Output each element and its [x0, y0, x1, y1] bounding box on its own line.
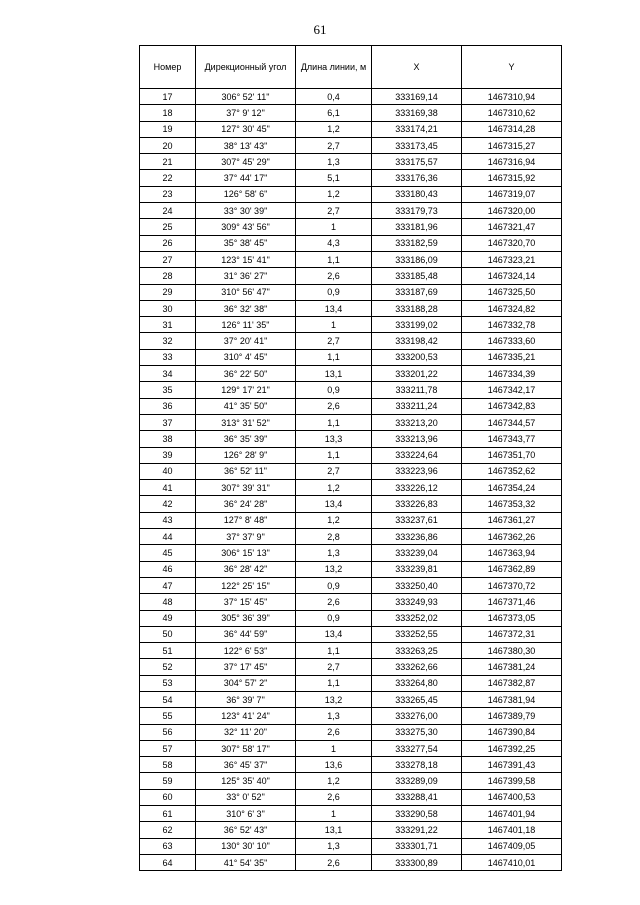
cell-number: 35 — [140, 382, 196, 398]
cell-y: 1467352,62 — [462, 463, 562, 479]
page-number: 61 — [313, 22, 327, 37]
table-row — [140, 251, 562, 267]
table-row — [140, 496, 562, 512]
cell-line-length: 13,2 — [296, 691, 372, 707]
cell-y: 1467324,14 — [462, 268, 562, 284]
cell-bearing-angle: 122° 6' 53" — [196, 643, 296, 659]
cell-y: 1467361,27 — [462, 512, 562, 528]
cell-number: 18 — [140, 105, 196, 121]
table-row — [140, 626, 562, 642]
cell-y: 1467332,78 — [462, 317, 562, 333]
table-row — [140, 105, 562, 121]
cell-bearing-angle: 36° 24' 28" — [196, 496, 296, 512]
cell-bearing-angle: 36° 35' 39" — [196, 431, 296, 447]
cell-x: 333226,12 — [372, 480, 462, 496]
cell-bearing-angle: 307° 58' 17" — [196, 740, 296, 756]
cell-x: 333200,53 — [372, 349, 462, 365]
cell-y: 1467389,79 — [462, 708, 562, 724]
cell-number: 54 — [140, 691, 196, 707]
table-row — [140, 203, 562, 219]
cell-bearing-angle: 127° 8' 48" — [196, 512, 296, 528]
cell-y: 1467310,94 — [462, 89, 562, 105]
cell-number: 31 — [140, 317, 196, 333]
cell-line-length: 2,7 — [296, 659, 372, 675]
cell-y: 1467315,27 — [462, 137, 562, 153]
table-row — [140, 317, 562, 333]
cell-bearing-angle: 36° 52' 43" — [196, 822, 296, 838]
cell-y: 1467362,89 — [462, 561, 562, 577]
cell-x: 333288,41 — [372, 789, 462, 805]
cell-line-length: 2,6 — [296, 268, 372, 284]
table-row — [140, 724, 562, 740]
cell-bearing-angle: 41° 35' 50" — [196, 398, 296, 414]
cell-x: 333264,80 — [372, 675, 462, 691]
cell-line-length: 1 — [296, 317, 372, 333]
cell-line-length: 0,9 — [296, 577, 372, 593]
cell-number: 55 — [140, 708, 196, 724]
cell-number: 34 — [140, 366, 196, 382]
cell-x: 333250,40 — [372, 577, 462, 593]
cell-line-length: 13,1 — [296, 822, 372, 838]
cell-bearing-angle: 37° 44' 17" — [196, 170, 296, 186]
cell-line-length: 1,2 — [296, 186, 372, 202]
cell-y: 1467400,53 — [462, 789, 562, 805]
cell-line-length: 2,6 — [296, 789, 372, 805]
cell-line-length: 1,3 — [296, 154, 372, 170]
table-row — [140, 398, 562, 414]
cell-x: 333249,93 — [372, 594, 462, 610]
cell-number: 41 — [140, 480, 196, 496]
cell-number: 52 — [140, 659, 196, 675]
cell-y: 1467310,62 — [462, 105, 562, 121]
cell-y: 1467316,94 — [462, 154, 562, 170]
cell-y: 1467399,58 — [462, 773, 562, 789]
cell-number: 49 — [140, 610, 196, 626]
cell-number: 45 — [140, 545, 196, 561]
cell-line-length: 0,9 — [296, 382, 372, 398]
cell-bearing-angle: 305° 36' 39" — [196, 610, 296, 626]
cell-bearing-angle: 310° 4' 45" — [196, 349, 296, 365]
table-row — [140, 89, 562, 105]
table-header — [140, 46, 562, 89]
cell-bearing-angle: 41° 54' 35" — [196, 854, 296, 870]
table-row — [140, 757, 562, 773]
cell-line-length: 1,1 — [296, 251, 372, 267]
cell-x: 333186,09 — [372, 251, 462, 267]
table-row — [140, 854, 562, 870]
cell-bearing-angle: 127° 30' 45" — [196, 121, 296, 137]
cell-bearing-angle: 36° 22' 50" — [196, 366, 296, 382]
header-number: Номер — [140, 46, 196, 89]
table-row — [140, 529, 562, 545]
cell-y: 1467401,94 — [462, 806, 562, 822]
cell-line-length: 0,4 — [296, 89, 372, 105]
cell-line-length: 2,7 — [296, 463, 372, 479]
cell-bearing-angle: 36° 28' 42" — [196, 561, 296, 577]
coordinates-table — [139, 45, 562, 871]
cell-line-length: 4,3 — [296, 235, 372, 251]
cell-line-length: 2,8 — [296, 529, 372, 545]
cell-y: 1467320,70 — [462, 235, 562, 251]
table-row — [140, 366, 562, 382]
cell-line-length: 1,1 — [296, 349, 372, 365]
cell-x: 333201,22 — [372, 366, 462, 382]
cell-x: 333198,42 — [372, 333, 462, 349]
cell-line-length: 1 — [296, 219, 372, 235]
cell-y: 1467314,28 — [462, 121, 562, 137]
table-row — [140, 170, 562, 186]
table-row — [140, 349, 562, 365]
cell-line-length: 1,3 — [296, 545, 372, 561]
cell-y: 1467381,24 — [462, 659, 562, 675]
cell-x: 333180,43 — [372, 186, 462, 202]
cell-number: 24 — [140, 203, 196, 219]
cell-bearing-angle: 126° 58' 6" — [196, 186, 296, 202]
table-row — [140, 121, 562, 137]
cell-line-length: 1 — [296, 806, 372, 822]
cell-number: 19 — [140, 121, 196, 137]
header-y: Y — [462, 46, 562, 89]
cell-bearing-angle: 130° 30' 10" — [196, 838, 296, 854]
cell-number: 59 — [140, 773, 196, 789]
cell-line-length: 1 — [296, 740, 372, 756]
cell-number: 29 — [140, 284, 196, 300]
cell-bearing-angle: 306° 52' 11" — [196, 89, 296, 105]
cell-y: 1467372,31 — [462, 626, 562, 642]
table-row — [140, 545, 562, 561]
cell-line-length: 13,4 — [296, 300, 372, 316]
cell-y: 1467401,18 — [462, 822, 562, 838]
cell-line-length: 2,6 — [296, 854, 372, 870]
cell-x: 333185,48 — [372, 268, 462, 284]
cell-number: 28 — [140, 268, 196, 284]
cell-x: 333278,18 — [372, 757, 462, 773]
cell-number: 33 — [140, 349, 196, 365]
cell-bearing-angle: 307° 45' 29" — [196, 154, 296, 170]
cell-line-length: 1,3 — [296, 708, 372, 724]
cell-bearing-angle: 126° 11' 35" — [196, 317, 296, 333]
cell-line-length: 1,1 — [296, 675, 372, 691]
cell-y: 1467335,21 — [462, 349, 562, 365]
cell-bearing-angle: 33° 0' 52" — [196, 789, 296, 805]
table-row — [140, 659, 562, 675]
cell-bearing-angle: 37° 9' 12" — [196, 105, 296, 121]
cell-number: 20 — [140, 137, 196, 153]
cell-number: 60 — [140, 789, 196, 805]
cell-bearing-angle: 35° 38' 45" — [196, 235, 296, 251]
table-row — [140, 268, 562, 284]
cell-bearing-angle: 37° 37' 9" — [196, 529, 296, 545]
cell-line-length: 1,2 — [296, 480, 372, 496]
cell-bearing-angle: 313° 31' 52" — [196, 414, 296, 430]
cell-line-length: 1,2 — [296, 512, 372, 528]
cell-x: 333275,30 — [372, 724, 462, 740]
table-row — [140, 675, 562, 691]
cell-y: 1467324,82 — [462, 300, 562, 316]
cell-number: 62 — [140, 822, 196, 838]
cell-number: 38 — [140, 431, 196, 447]
cell-x: 333187,69 — [372, 284, 462, 300]
cell-bearing-angle: 33° 30' 39" — [196, 203, 296, 219]
table-row — [140, 643, 562, 659]
cell-bearing-angle: 307° 39' 31" — [196, 480, 296, 496]
cell-line-length: 1,1 — [296, 447, 372, 463]
table-row — [140, 789, 562, 805]
table-row — [140, 773, 562, 789]
table-row — [140, 740, 562, 756]
cell-line-length: 2,6 — [296, 594, 372, 610]
cell-bearing-angle: 304° 57' 2" — [196, 675, 296, 691]
table-row — [140, 186, 562, 202]
cell-number: 37 — [140, 414, 196, 430]
cell-bearing-angle: 123° 41' 24" — [196, 708, 296, 724]
cell-line-length: 2,7 — [296, 137, 372, 153]
cell-x: 333300,89 — [372, 854, 462, 870]
cell-x: 333223,96 — [372, 463, 462, 479]
table-row — [140, 414, 562, 430]
cell-bearing-angle: 36° 39' 7" — [196, 691, 296, 707]
cell-bearing-angle: 125° 35' 40" — [196, 773, 296, 789]
cell-x: 333174,21 — [372, 121, 462, 137]
cell-bearing-angle: 36° 44' 59" — [196, 626, 296, 642]
cell-bearing-angle: 37° 20' 41" — [196, 333, 296, 349]
cell-line-length: 13,4 — [296, 626, 372, 642]
cell-number: 30 — [140, 300, 196, 316]
cell-y: 1467342,17 — [462, 382, 562, 398]
cell-line-length: 13,4 — [296, 496, 372, 512]
cell-x: 333211,78 — [372, 382, 462, 398]
cell-line-length: 6,1 — [296, 105, 372, 121]
cell-number: 26 — [140, 235, 196, 251]
cell-number: 61 — [140, 806, 196, 822]
cell-y: 1467333,60 — [462, 333, 562, 349]
table-row — [140, 463, 562, 479]
table-row — [140, 300, 562, 316]
cell-x: 333211,24 — [372, 398, 462, 414]
table-row — [140, 691, 562, 707]
cell-x: 333169,14 — [372, 89, 462, 105]
cell-number: 23 — [140, 186, 196, 202]
cell-y: 1467320,00 — [462, 203, 562, 219]
cell-number: 42 — [140, 496, 196, 512]
cell-bearing-angle: 122° 25' 15" — [196, 577, 296, 593]
cell-bearing-angle: 310° 56' 47" — [196, 284, 296, 300]
header-line-length: Длина линии, м — [296, 46, 372, 89]
cell-number: 17 — [140, 89, 196, 105]
cell-bearing-angle: 36° 52' 11" — [196, 463, 296, 479]
cell-bearing-angle: 36° 45' 37" — [196, 757, 296, 773]
cell-x: 333199,02 — [372, 317, 462, 333]
table-row — [140, 154, 562, 170]
table-row — [140, 838, 562, 854]
table-row — [140, 382, 562, 398]
cell-line-length: 1,1 — [296, 414, 372, 430]
cell-bearing-angle: 37° 17' 45" — [196, 659, 296, 675]
table-body — [140, 89, 562, 871]
cell-y: 1467315,92 — [462, 170, 562, 186]
cell-y: 1467382,87 — [462, 675, 562, 691]
cell-number: 64 — [140, 854, 196, 870]
cell-number: 21 — [140, 154, 196, 170]
cell-bearing-angle: 32° 11' 20" — [196, 724, 296, 740]
cell-number: 32 — [140, 333, 196, 349]
cell-x: 333289,09 — [372, 773, 462, 789]
table-row — [140, 594, 562, 610]
cell-number: 56 — [140, 724, 196, 740]
cell-x: 333239,81 — [372, 561, 462, 577]
cell-number: 53 — [140, 675, 196, 691]
cell-line-length: 13,1 — [296, 366, 372, 382]
cell-x: 333263,25 — [372, 643, 462, 659]
cell-bearing-angle: 123° 15' 41" — [196, 251, 296, 267]
cell-number: 39 — [140, 447, 196, 463]
cell-number: 58 — [140, 757, 196, 773]
table-row — [140, 512, 562, 528]
cell-x: 333224,64 — [372, 447, 462, 463]
cell-y: 1467381,94 — [462, 691, 562, 707]
header-bearing-angle: Дирекционный угол — [196, 46, 296, 89]
cell-x: 333252,55 — [372, 626, 462, 642]
cell-x: 333226,83 — [372, 496, 462, 512]
cell-number: 40 — [140, 463, 196, 479]
table-row — [140, 137, 562, 153]
cell-y: 1467410,01 — [462, 854, 562, 870]
cell-x: 333176,36 — [372, 170, 462, 186]
cell-line-length: 0,9 — [296, 284, 372, 300]
table-row — [140, 577, 562, 593]
cell-number: 22 — [140, 170, 196, 186]
table-row — [140, 822, 562, 838]
cell-line-length: 1,2 — [296, 773, 372, 789]
cell-bearing-angle: 37° 15' 45" — [196, 594, 296, 610]
cell-y: 1467323,21 — [462, 251, 562, 267]
cell-y: 1467409,05 — [462, 838, 562, 854]
cell-x: 333213,96 — [372, 431, 462, 447]
cell-y: 1467390,84 — [462, 724, 562, 740]
table-row — [140, 447, 562, 463]
cell-number: 51 — [140, 643, 196, 659]
cell-y: 1467344,57 — [462, 414, 562, 430]
cell-line-length: 5,1 — [296, 170, 372, 186]
cell-x: 333262,66 — [372, 659, 462, 675]
cell-number: 47 — [140, 577, 196, 593]
table-row — [140, 333, 562, 349]
header-row — [140, 46, 562, 89]
header-x: X — [372, 46, 462, 89]
cell-number: 36 — [140, 398, 196, 414]
table-row — [140, 431, 562, 447]
cell-y: 1467373,05 — [462, 610, 562, 626]
cell-number: 25 — [140, 219, 196, 235]
cell-line-length: 1,2 — [296, 121, 372, 137]
cell-x: 333175,57 — [372, 154, 462, 170]
cell-x: 333169,38 — [372, 105, 462, 121]
cell-x: 333173,45 — [372, 137, 462, 153]
cell-number: 57 — [140, 740, 196, 756]
cell-x: 333276,00 — [372, 708, 462, 724]
cell-line-length: 13,3 — [296, 431, 372, 447]
cell-line-length: 13,2 — [296, 561, 372, 577]
cell-line-length: 1,1 — [296, 643, 372, 659]
table-row — [140, 284, 562, 300]
cell-y: 1467343,77 — [462, 431, 562, 447]
cell-bearing-angle: 129° 17' 21" — [196, 382, 296, 398]
cell-bearing-angle: 38° 13' 43" — [196, 137, 296, 153]
cell-bearing-angle: 36° 32' 38" — [196, 300, 296, 316]
cell-x: 333265,45 — [372, 691, 462, 707]
cell-number: 46 — [140, 561, 196, 577]
cell-y: 1467325,50 — [462, 284, 562, 300]
table-row — [140, 708, 562, 724]
table-row — [140, 806, 562, 822]
cell-line-length: 0,9 — [296, 610, 372, 626]
table-row — [140, 219, 562, 235]
cell-y: 1467391,43 — [462, 757, 562, 773]
cell-line-length: 2,6 — [296, 724, 372, 740]
cell-y: 1467334,39 — [462, 366, 562, 382]
cell-x: 333291,22 — [372, 822, 462, 838]
cell-y: 1467342,83 — [462, 398, 562, 414]
table-row — [140, 561, 562, 577]
cell-line-length: 1,3 — [296, 838, 372, 854]
cell-x: 333236,86 — [372, 529, 462, 545]
cell-y: 1467371,46 — [462, 594, 562, 610]
cell-number: 50 — [140, 626, 196, 642]
cell-x: 333237,61 — [372, 512, 462, 528]
cell-bearing-angle: 306° 15' 13" — [196, 545, 296, 561]
cell-x: 333181,96 — [372, 219, 462, 235]
cell-x: 333213,20 — [372, 414, 462, 430]
cell-x: 333252,02 — [372, 610, 462, 626]
cell-y: 1467370,72 — [462, 577, 562, 593]
cell-bearing-angle: 31° 36' 27" — [196, 268, 296, 284]
cell-y: 1467380,30 — [462, 643, 562, 659]
cell-x: 333301,71 — [372, 838, 462, 854]
cell-y: 1467362,26 — [462, 529, 562, 545]
cell-y: 1467351,70 — [462, 447, 562, 463]
cell-x: 333277,54 — [372, 740, 462, 756]
cell-line-length: 2,6 — [296, 398, 372, 414]
cell-bearing-angle: 126° 28' 9" — [196, 447, 296, 463]
cell-number: 44 — [140, 529, 196, 545]
cell-number: 43 — [140, 512, 196, 528]
cell-line-length: 2,7 — [296, 333, 372, 349]
cell-x: 333188,28 — [372, 300, 462, 316]
cell-line-length: 2,7 — [296, 203, 372, 219]
cell-x: 333179,73 — [372, 203, 462, 219]
cell-x: 333290,58 — [372, 806, 462, 822]
cell-line-length: 13,6 — [296, 757, 372, 773]
table-row — [140, 610, 562, 626]
cell-x: 333239,04 — [372, 545, 462, 561]
cell-y: 1467321,47 — [462, 219, 562, 235]
cell-bearing-angle: 310° 6' 3" — [196, 806, 296, 822]
cell-number: 48 — [140, 594, 196, 610]
cell-y: 1467354,24 — [462, 480, 562, 496]
cell-y: 1467392,25 — [462, 740, 562, 756]
cell-y: 1467353,32 — [462, 496, 562, 512]
table-row — [140, 480, 562, 496]
cell-bearing-angle: 309° 43' 56" — [196, 219, 296, 235]
table-row — [140, 235, 562, 251]
cell-y: 1467319,07 — [462, 186, 562, 202]
cell-number: 27 — [140, 251, 196, 267]
cell-number: 63 — [140, 838, 196, 854]
cell-x: 333182,59 — [372, 235, 462, 251]
cell-y: 1467363,94 — [462, 545, 562, 561]
